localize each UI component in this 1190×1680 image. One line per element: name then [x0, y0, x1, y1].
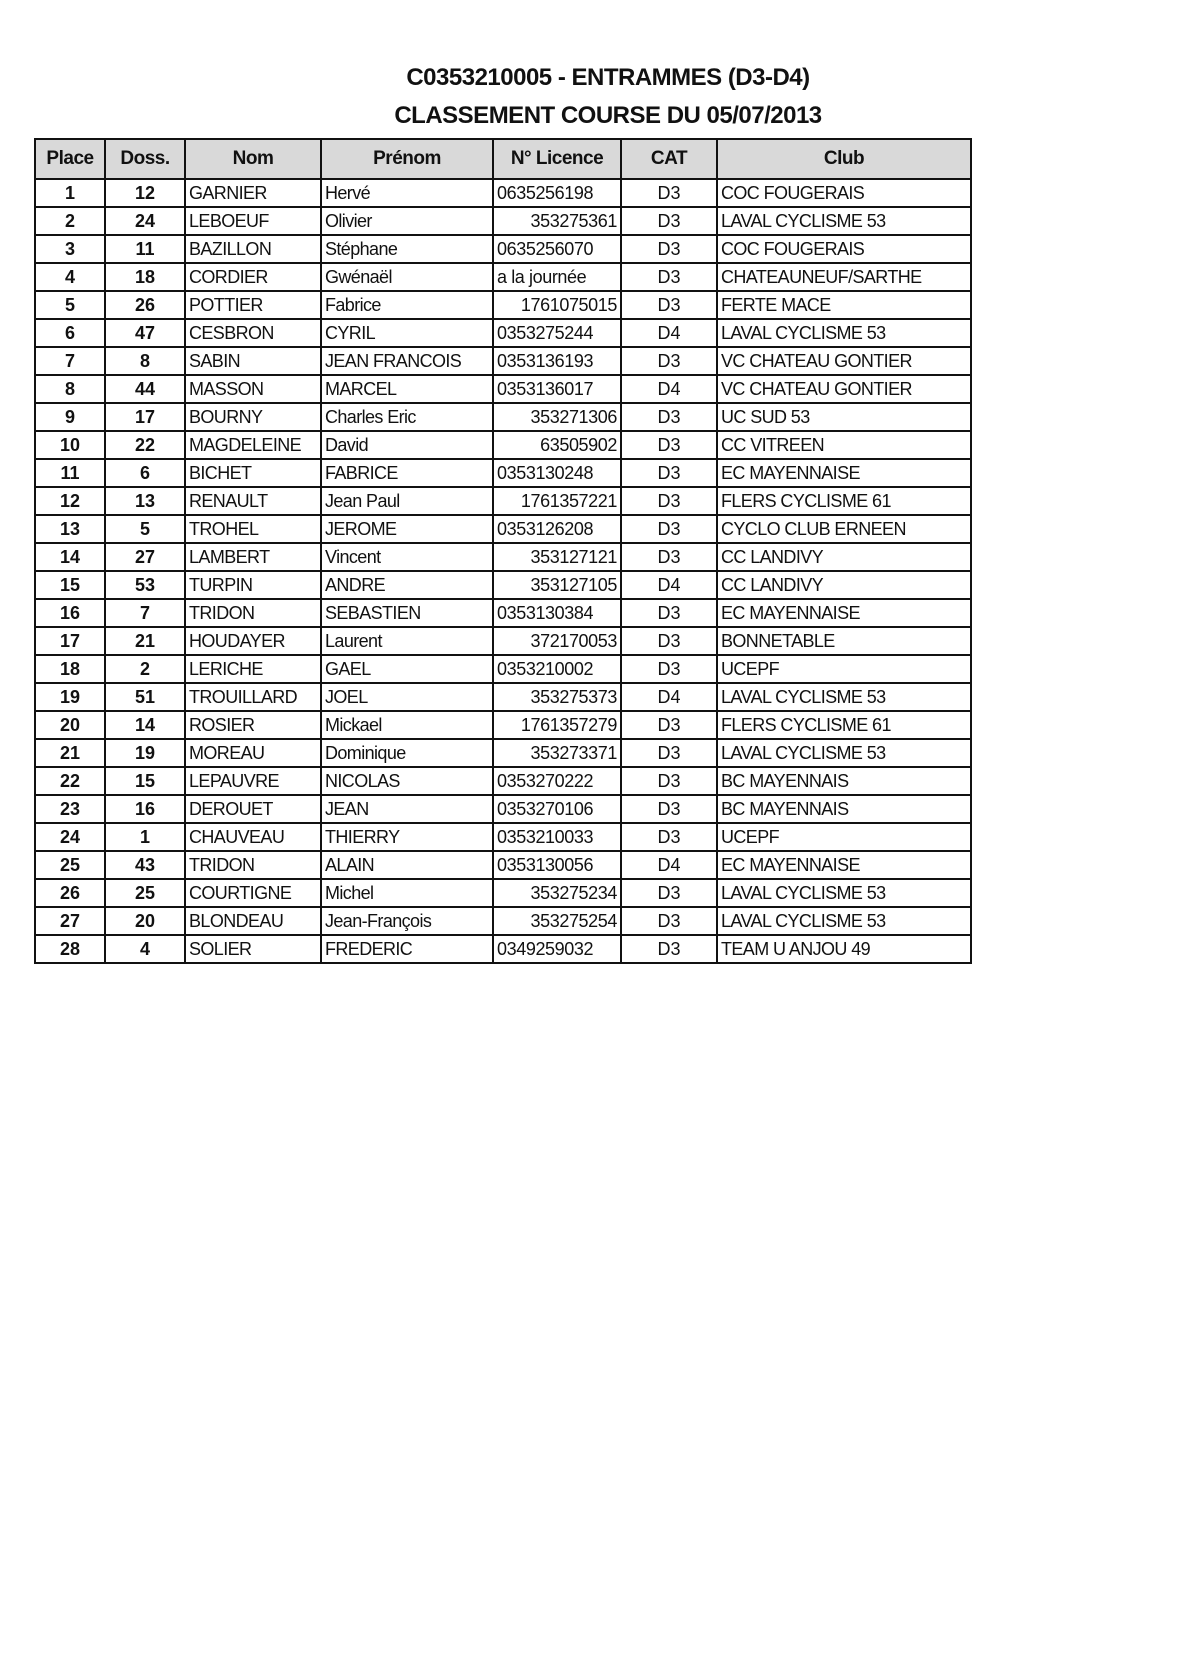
- cell-cat: D4: [621, 571, 717, 599]
- cell-prenom: Jean-François: [321, 907, 493, 935]
- cell-nom: TROHEL: [185, 515, 321, 543]
- cell-club: LAVAL CYCLISME 53: [717, 739, 971, 767]
- cell-prenom: Olivier: [321, 207, 493, 235]
- cell-licence: 1761357279: [493, 711, 621, 739]
- cell-prenom: JOEL: [321, 683, 493, 711]
- cell-prenom: MARCEL: [321, 375, 493, 403]
- cell-cat: D3: [621, 711, 717, 739]
- table-row: [35, 795, 971, 823]
- cell-place: 4: [35, 263, 105, 291]
- cell-licence: 0353210002: [493, 655, 621, 683]
- cell-cat: D3: [621, 459, 717, 487]
- cell-doss: 21: [105, 627, 185, 655]
- cell-club: FLERS CYCLISME 61: [717, 487, 971, 515]
- cell-nom: MAGDELEINE: [185, 431, 321, 459]
- cell-cat: D3: [621, 935, 717, 963]
- cell-place: 22: [35, 767, 105, 795]
- cell-cat: D3: [621, 515, 717, 543]
- table-row: [35, 459, 971, 487]
- cell-club: VC CHATEAU GONTIER: [717, 347, 971, 375]
- cell-prenom: Gwénaël: [321, 263, 493, 291]
- cell-prenom: Hervé: [321, 179, 493, 207]
- cell-cat: D3: [621, 655, 717, 683]
- cell-place: 9: [35, 403, 105, 431]
- cell-place: 7: [35, 347, 105, 375]
- cell-cat: D3: [621, 543, 717, 571]
- table-row: [35, 263, 971, 291]
- cell-cat: D3: [621, 347, 717, 375]
- cell-licence: 0353130248: [493, 459, 621, 487]
- cell-doss: 47: [105, 319, 185, 347]
- cell-doss: 13: [105, 487, 185, 515]
- cell-cat: D3: [621, 431, 717, 459]
- cell-club: EC MAYENNAISE: [717, 459, 971, 487]
- cell-nom: LEPAUVRE: [185, 767, 321, 795]
- cell-place: 12: [35, 487, 105, 515]
- cell-nom: COURTIGNE: [185, 879, 321, 907]
- cell-licence: 0353126208: [493, 515, 621, 543]
- cell-club: UCEPF: [717, 655, 971, 683]
- cell-prenom: ALAIN: [321, 851, 493, 879]
- cell-prenom: Jean Paul: [321, 487, 493, 515]
- table-row: [35, 655, 971, 683]
- cell-club: CC LANDIVY: [717, 571, 971, 599]
- table-row: [35, 739, 971, 767]
- cell-club: COC FOUGERAIS: [717, 235, 971, 263]
- cell-club: FLERS CYCLISME 61: [717, 711, 971, 739]
- cell-licence: 0353130384: [493, 599, 621, 627]
- cell-prenom: Fabrice: [321, 291, 493, 319]
- cell-doss: 15: [105, 767, 185, 795]
- cell-cat: D3: [621, 487, 717, 515]
- table-row: [35, 319, 971, 347]
- cell-doss: 11: [105, 235, 185, 263]
- cell-prenom: FABRICE: [321, 459, 493, 487]
- cell-licence: 0353270106: [493, 795, 621, 823]
- cell-club: EC MAYENNAISE: [717, 599, 971, 627]
- cell-nom: TROUILLARD: [185, 683, 321, 711]
- cell-licence: 63505902: [493, 431, 621, 459]
- header-cat: CAT: [621, 139, 717, 179]
- cell-licence: 0635256070: [493, 235, 621, 263]
- cell-cat: D3: [621, 627, 717, 655]
- cell-nom: RENAULT: [185, 487, 321, 515]
- cell-cat: D3: [621, 767, 717, 795]
- cell-doss: 44: [105, 375, 185, 403]
- table-row: [35, 235, 971, 263]
- cell-licence: 0353130056: [493, 851, 621, 879]
- cell-place: 2: [35, 207, 105, 235]
- cell-place: 10: [35, 431, 105, 459]
- cell-licence: 353275254: [493, 907, 621, 935]
- cell-place: 15: [35, 571, 105, 599]
- cell-club: CYCLO CLUB ERNEEN: [717, 515, 971, 543]
- cell-club: CC LANDIVY: [717, 543, 971, 571]
- cell-club: LAVAL CYCLISME 53: [717, 319, 971, 347]
- cell-club: CC VITREEN: [717, 431, 971, 459]
- cell-licence: 353273371: [493, 739, 621, 767]
- cell-doss: 16: [105, 795, 185, 823]
- cell-doss: 27: [105, 543, 185, 571]
- table-row: [35, 207, 971, 235]
- table-row: [35, 571, 971, 599]
- cell-nom: POTTIER: [185, 291, 321, 319]
- cell-place: 1: [35, 179, 105, 207]
- cell-prenom: Stéphane: [321, 235, 493, 263]
- cell-doss: 1: [105, 823, 185, 851]
- cell-prenom: Charles Eric: [321, 403, 493, 431]
- table-row: [35, 683, 971, 711]
- cell-place: 14: [35, 543, 105, 571]
- cell-nom: GARNIER: [185, 179, 321, 207]
- cell-place: 16: [35, 599, 105, 627]
- header-prenom: Prénom: [321, 139, 493, 179]
- cell-cat: D3: [621, 795, 717, 823]
- cell-cat: D3: [621, 263, 717, 291]
- cell-place: 20: [35, 711, 105, 739]
- cell-prenom: Laurent: [321, 627, 493, 655]
- cell-club: COC FOUGERAIS: [717, 179, 971, 207]
- cell-cat: D3: [621, 823, 717, 851]
- cell-nom: SABIN: [185, 347, 321, 375]
- cell-cat: D3: [621, 907, 717, 935]
- cell-club: LAVAL CYCLISME 53: [717, 683, 971, 711]
- table-row: [35, 375, 971, 403]
- cell-nom: LAMBERT: [185, 543, 321, 571]
- cell-nom: BOURNY: [185, 403, 321, 431]
- cell-prenom: THIERRY: [321, 823, 493, 851]
- cell-place: 6: [35, 319, 105, 347]
- table-row: [35, 935, 971, 963]
- cell-place: 26: [35, 879, 105, 907]
- cell-cat: D4: [621, 375, 717, 403]
- cell-doss: 6: [105, 459, 185, 487]
- table-row: [35, 403, 971, 431]
- cell-place: 13: [35, 515, 105, 543]
- table-row: [35, 431, 971, 459]
- cell-nom: LEBOEUF: [185, 207, 321, 235]
- cell-cat: D3: [621, 739, 717, 767]
- cell-cat: D4: [621, 319, 717, 347]
- cell-nom: TRIDON: [185, 599, 321, 627]
- cell-licence: 0353210033: [493, 823, 621, 851]
- cell-nom: CORDIER: [185, 263, 321, 291]
- cell-licence: 353127121: [493, 543, 621, 571]
- results-body: [35, 179, 971, 963]
- cell-prenom: GAEL: [321, 655, 493, 683]
- table-row: [35, 543, 971, 571]
- results-table: [34, 138, 972, 964]
- cell-prenom: Dominique: [321, 739, 493, 767]
- cell-doss: 22: [105, 431, 185, 459]
- cell-place: 11: [35, 459, 105, 487]
- cell-nom: BLONDEAU: [185, 907, 321, 935]
- cell-nom: CHAUVEAU: [185, 823, 321, 851]
- cell-nom: TRIDON: [185, 851, 321, 879]
- cell-cat: D3: [621, 879, 717, 907]
- cell-doss: 8: [105, 347, 185, 375]
- cell-licence: 0353270222: [493, 767, 621, 795]
- cell-place: 8: [35, 375, 105, 403]
- cell-club: CHATEAUNEUF/SARTHE: [717, 263, 971, 291]
- document-title: C0353210005 - ENTRAMMES (D3-D4): [406, 64, 810, 91]
- table-row: [35, 515, 971, 543]
- cell-cat: D3: [621, 291, 717, 319]
- cell-cat: D3: [621, 403, 717, 431]
- cell-licence: a la journée: [493, 263, 621, 291]
- cell-nom: ROSIER: [185, 711, 321, 739]
- cell-cat: D3: [621, 207, 717, 235]
- cell-doss: 24: [105, 207, 185, 235]
- cell-prenom: SEBASTIEN: [321, 599, 493, 627]
- cell-doss: 19: [105, 739, 185, 767]
- cell-licence: 0353136193: [493, 347, 621, 375]
- table-row: [35, 627, 971, 655]
- cell-doss: 7: [105, 599, 185, 627]
- cell-prenom: JEROME: [321, 515, 493, 543]
- document-subtitle: CLASSEMENT COURSE DU 05/07/2013: [394, 102, 822, 129]
- table-header-row: [35, 139, 971, 179]
- cell-doss: 20: [105, 907, 185, 935]
- cell-place: 23: [35, 795, 105, 823]
- cell-licence: 372170053: [493, 627, 621, 655]
- cell-doss: 53: [105, 571, 185, 599]
- header-place: Place: [35, 139, 105, 179]
- cell-licence: 0349259032: [493, 935, 621, 963]
- header-licence: N° Licence: [493, 139, 621, 179]
- cell-nom: TURPIN: [185, 571, 321, 599]
- cell-prenom: NICOLAS: [321, 767, 493, 795]
- cell-licence: 1761075015: [493, 291, 621, 319]
- table-row: [35, 599, 971, 627]
- cell-cat: D4: [621, 851, 717, 879]
- header-club: Club: [717, 139, 971, 179]
- cell-nom: BAZILLON: [185, 235, 321, 263]
- cell-prenom: FREDERIC: [321, 935, 493, 963]
- cell-licence: 1761357221: [493, 487, 621, 515]
- cell-doss: 43: [105, 851, 185, 879]
- table-row: [35, 879, 971, 907]
- cell-place: 27: [35, 907, 105, 935]
- table-row: [35, 291, 971, 319]
- cell-nom: SOLIER: [185, 935, 321, 963]
- cell-cat: D4: [621, 683, 717, 711]
- cell-licence: 0353275244: [493, 319, 621, 347]
- table-row: [35, 767, 971, 795]
- cell-nom: HOUDAYER: [185, 627, 321, 655]
- cell-prenom: JEAN: [321, 795, 493, 823]
- cell-licence: 353127105: [493, 571, 621, 599]
- cell-prenom: ANDRE: [321, 571, 493, 599]
- cell-club: UCEPF: [717, 823, 971, 851]
- cell-place: 24: [35, 823, 105, 851]
- cell-club: BC MAYENNAIS: [717, 795, 971, 823]
- table-row: [35, 347, 971, 375]
- cell-doss: 14: [105, 711, 185, 739]
- cell-doss: 17: [105, 403, 185, 431]
- cell-place: 17: [35, 627, 105, 655]
- cell-doss: 2: [105, 655, 185, 683]
- header-nom: Nom: [185, 139, 321, 179]
- cell-place: 18: [35, 655, 105, 683]
- cell-prenom: David: [321, 431, 493, 459]
- cell-place: 3: [35, 235, 105, 263]
- cell-licence: 0635256198: [493, 179, 621, 207]
- cell-club: BC MAYENNAIS: [717, 767, 971, 795]
- table-row: [35, 851, 971, 879]
- cell-nom: LERICHE: [185, 655, 321, 683]
- table-row: [35, 823, 971, 851]
- cell-cat: D3: [621, 599, 717, 627]
- cell-licence: 353275373: [493, 683, 621, 711]
- cell-prenom: JEAN FRANCOIS: [321, 347, 493, 375]
- table-row: [35, 179, 971, 207]
- cell-place: 21: [35, 739, 105, 767]
- cell-place: 25: [35, 851, 105, 879]
- cell-licence: 353275361: [493, 207, 621, 235]
- cell-prenom: Vincent: [321, 543, 493, 571]
- cell-nom: CESBRON: [185, 319, 321, 347]
- table-row: [35, 907, 971, 935]
- table-row: [35, 711, 971, 739]
- cell-nom: MASSON: [185, 375, 321, 403]
- cell-cat: D3: [621, 179, 717, 207]
- cell-prenom: CYRIL: [321, 319, 493, 347]
- cell-club: BONNETABLE: [717, 627, 971, 655]
- cell-club: EC MAYENNAISE: [717, 851, 971, 879]
- cell-place: 5: [35, 291, 105, 319]
- cell-doss: 5: [105, 515, 185, 543]
- cell-prenom: Mickael: [321, 711, 493, 739]
- cell-nom: MOREAU: [185, 739, 321, 767]
- cell-club: LAVAL CYCLISME 53: [717, 207, 971, 235]
- cell-licence: 353271306: [493, 403, 621, 431]
- cell-club: LAVAL CYCLISME 53: [717, 879, 971, 907]
- cell-club: VC CHATEAU GONTIER: [717, 375, 971, 403]
- cell-place: 19: [35, 683, 105, 711]
- table-row: [35, 487, 971, 515]
- cell-club: UC SUD 53: [717, 403, 971, 431]
- cell-cat: D3: [621, 235, 717, 263]
- cell-nom: BICHET: [185, 459, 321, 487]
- cell-club: FERTE MACE: [717, 291, 971, 319]
- cell-doss: 4: [105, 935, 185, 963]
- cell-club: LAVAL CYCLISME 53: [717, 907, 971, 935]
- cell-doss: 12: [105, 179, 185, 207]
- cell-doss: 51: [105, 683, 185, 711]
- cell-doss: 18: [105, 263, 185, 291]
- cell-doss: 26: [105, 291, 185, 319]
- cell-nom: DEROUET: [185, 795, 321, 823]
- cell-place: 28: [35, 935, 105, 963]
- cell-doss: 25: [105, 879, 185, 907]
- cell-club: TEAM U ANJOU 49: [717, 935, 971, 963]
- cell-licence: 353275234: [493, 879, 621, 907]
- header-doss: Doss.: [105, 139, 185, 179]
- cell-licence: 0353136017: [493, 375, 621, 403]
- cell-prenom: Michel: [321, 879, 493, 907]
